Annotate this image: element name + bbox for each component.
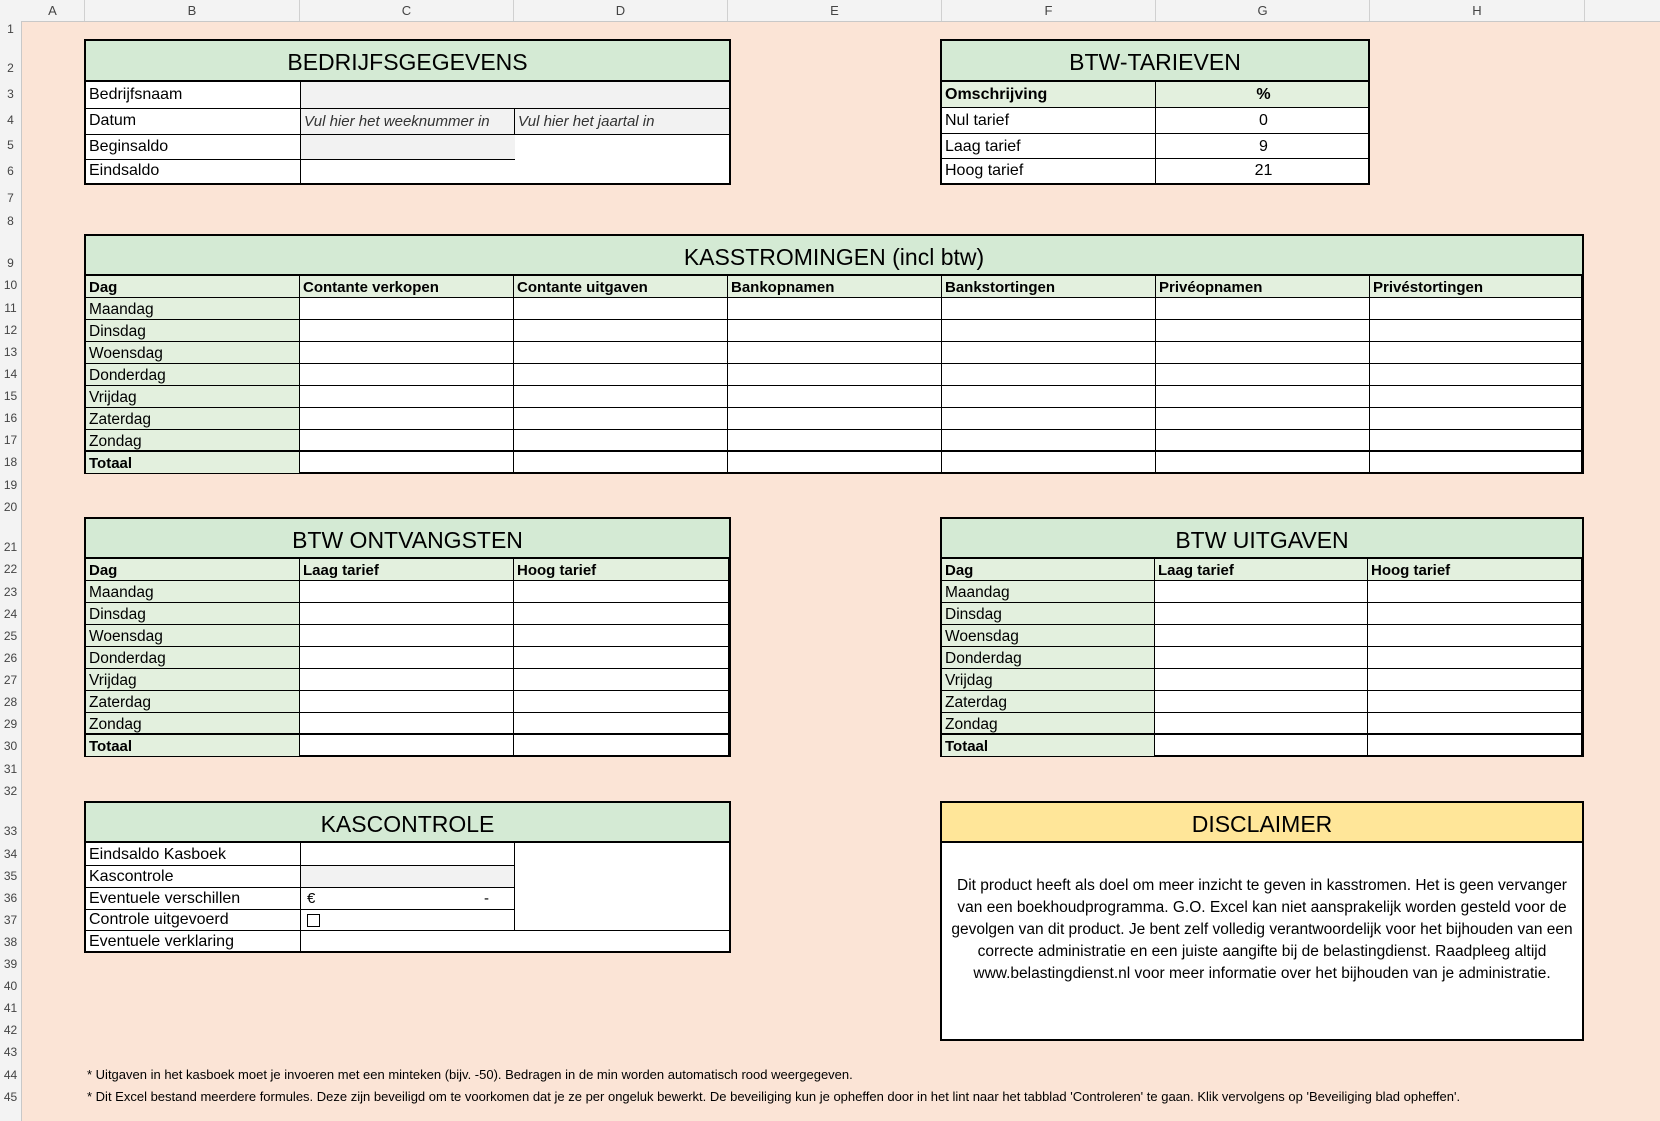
uitg-data-cell[interactable] xyxy=(1368,603,1582,625)
ontv-data-cell[interactable] xyxy=(514,713,729,735)
btw-ontvangsten-table xyxy=(84,517,731,757)
kas-data-cell[interactable] xyxy=(942,408,1156,430)
jaartal-input[interactable]: Vul hier het jaartal in xyxy=(518,113,655,130)
row-header[interactable]: 30 xyxy=(3,739,18,753)
laag-tarief-value[interactable]: 9 xyxy=(1259,138,1268,155)
eindsaldo-value[interactable] xyxy=(301,160,514,183)
row-header[interactable]: 34 xyxy=(3,847,18,861)
row-header[interactable]: 24 xyxy=(3,607,18,621)
uitg-totaal-label: Totaal xyxy=(942,735,1155,757)
kas-totaal-cell[interactable] xyxy=(728,452,942,474)
row-header[interactable]: 20 xyxy=(3,500,18,514)
row-header[interactable]: 41 xyxy=(3,1001,18,1015)
hoog-tarief-label: Hoog tarief xyxy=(945,162,1024,179)
kas-header-4: Bankstortingen xyxy=(942,276,1156,298)
row-header[interactable]: 43 xyxy=(3,1045,18,1059)
kas-header-3: Bankopnamen xyxy=(728,276,942,298)
kas-data-cell[interactable] xyxy=(300,386,514,408)
uitg-data-cell[interactable] xyxy=(1368,647,1582,669)
uitg-data-cell[interactable] xyxy=(1155,647,1368,669)
uitg-data-cell[interactable] xyxy=(1155,713,1368,735)
ontv-totaal-label: Totaal xyxy=(86,735,300,757)
row-header[interactable]: 16 xyxy=(3,411,18,425)
kascontrole-table xyxy=(84,801,731,953)
kas-data-cell[interactable] xyxy=(300,408,514,430)
verschillen-value: - xyxy=(484,890,489,907)
kas-day-label: Donderdag xyxy=(86,364,300,386)
row-header[interactable]: 13 xyxy=(3,345,18,359)
ontv-totaal-cell[interactable] xyxy=(514,735,729,757)
ontv-header-1: Laag tarief xyxy=(300,559,514,581)
eindsaldo-kasboek-label: Eindsaldo Kasboek xyxy=(89,846,226,863)
uitg-header-0: Dag xyxy=(942,559,1155,581)
row-header[interactable]: 39 xyxy=(3,957,18,971)
ontv-data-cell[interactable] xyxy=(300,691,514,713)
kas-data-cell[interactable] xyxy=(514,386,728,408)
kas-data-cell[interactable] xyxy=(1370,298,1582,320)
kas-data-cell[interactable] xyxy=(942,342,1156,364)
uitg-day-label: Dinsdag xyxy=(942,603,1155,625)
row-header[interactable]: 36 xyxy=(3,891,18,905)
uitg-data-cell[interactable] xyxy=(1368,691,1582,713)
row-header[interactable]: 4 xyxy=(7,113,14,127)
column-header-g[interactable]: G xyxy=(1156,0,1370,21)
beginsaldo-input[interactable] xyxy=(301,134,515,159)
row-header[interactable]: 35 xyxy=(3,869,18,883)
row-header[interactable]: 27 xyxy=(3,673,18,687)
kas-data-cell[interactable] xyxy=(1370,386,1582,408)
row-header[interactable]: 6 xyxy=(7,164,14,178)
ontv-data-cell[interactable] xyxy=(514,581,729,603)
uitg-day-label: Zondag xyxy=(942,713,1155,735)
column-header-bar xyxy=(0,0,1660,22)
kas-totaal-cell[interactable] xyxy=(1370,452,1582,474)
kas-data-cell[interactable] xyxy=(728,342,942,364)
ontv-data-cell[interactable] xyxy=(300,647,514,669)
uitg-day-label: Donderdag xyxy=(942,647,1155,669)
row-header[interactable]: 9 xyxy=(7,256,14,270)
uitg-data-cell[interactable] xyxy=(1368,625,1582,647)
kas-day-label: Dinsdag xyxy=(86,320,300,342)
row-header[interactable]: 38 xyxy=(3,935,18,949)
kasstromingen-table xyxy=(84,234,1584,474)
kas-totaal-cell[interactable] xyxy=(942,452,1156,474)
ontv-data-cell[interactable] xyxy=(300,625,514,647)
row-header[interactable]: 2 xyxy=(7,61,14,75)
kas-header-6: Privéstortingen xyxy=(1370,276,1582,298)
uitg-data-cell[interactable] xyxy=(1368,669,1582,691)
column-header-d[interactable]: D xyxy=(514,0,728,21)
column-header-e[interactable]: E xyxy=(728,0,942,21)
footnote-2: * Dit Excel bestand meerdere formules. Deze zijn beveiligd om te voorkomen dat je ze per ongeluk bewerkt. De beveiliging kun je opheffen door in het lint naar het tabblad 'Controleren' te gaan. Klik vervolgens op 'Beveiliging blad opheffen'. xyxy=(87,1089,1461,1104)
verschillen-label: Eventuele verschillen xyxy=(89,890,241,907)
kas-data-cell[interactable] xyxy=(514,408,728,430)
uitg-day-label: Maandag xyxy=(942,581,1155,603)
kas-data-cell[interactable] xyxy=(942,364,1156,386)
uitg-totaal-cell[interactable] xyxy=(1155,735,1368,757)
controle-uitgevoerd-label: Controle uitgevoerd xyxy=(89,911,229,928)
column-header-f[interactable]: F xyxy=(942,0,1156,21)
kas-data-cell[interactable] xyxy=(728,364,942,386)
uitg-data-cell[interactable] xyxy=(1155,669,1368,691)
controle-uitgevoerd-checkbox[interactable] xyxy=(307,914,320,927)
kas-data-cell[interactable] xyxy=(1156,320,1370,342)
uitg-day-label: Woensdag xyxy=(942,625,1155,647)
uitg-data-cell[interactable] xyxy=(1155,625,1368,647)
kas-header-1: Contante verkopen xyxy=(300,276,514,298)
ontv-totaal-cell[interactable] xyxy=(300,735,514,757)
nul-tarief-label: Nul tarief xyxy=(945,112,1010,129)
kas-day-label: Maandag xyxy=(86,298,300,320)
kas-data-cell[interactable] xyxy=(514,364,728,386)
btw-ontvangsten-title: BTW ONTVANGSTEN xyxy=(86,519,729,559)
kas-data-cell[interactable] xyxy=(942,298,1156,320)
uitg-day-label: Zaterdag xyxy=(942,691,1155,713)
kas-header-5: Privéopnamen xyxy=(1156,276,1370,298)
row-header[interactable]: 25 xyxy=(3,629,18,643)
row-header[interactable]: 44 xyxy=(3,1068,18,1082)
uitg-data-cell[interactable] xyxy=(1368,581,1582,603)
row-header[interactable]: 10 xyxy=(3,278,18,292)
row-header[interactable]: 11 xyxy=(4,301,17,315)
row-header[interactable]: 8 xyxy=(7,214,14,228)
uitg-data-cell[interactable] xyxy=(1155,581,1368,603)
row-header[interactable]: 15 xyxy=(3,389,18,403)
ontv-data-cell[interactable] xyxy=(514,625,729,647)
ontv-day-label: Donderdag xyxy=(86,647,300,669)
ontv-data-cell[interactable] xyxy=(514,691,729,713)
row-header[interactable]: 29 xyxy=(3,717,18,731)
kas-totaal-label: Totaal xyxy=(86,452,300,474)
kas-data-cell[interactable] xyxy=(1156,364,1370,386)
uitg-totaal-cell[interactable] xyxy=(1368,735,1582,757)
kas-data-cell[interactable] xyxy=(300,342,514,364)
kas-data-cell[interactable] xyxy=(1156,342,1370,364)
column-header-c[interactable]: C xyxy=(300,0,514,21)
row-header[interactable]: 18 xyxy=(3,455,18,469)
kas-data-cell[interactable] xyxy=(300,298,514,320)
kas-day-label: Woensdag xyxy=(86,342,300,364)
footnote-1: * Uitgaven in het kasboek moet je invoeren met een minteken (bijv. -50). Bedragen in de min worden automatisch rood weergegeven. xyxy=(87,1067,853,1082)
disclaimer-title: DISCLAIMER xyxy=(942,803,1582,843)
kas-data-cell[interactable] xyxy=(1156,408,1370,430)
kas-data-cell[interactable] xyxy=(300,430,514,452)
bedrijfsnaam-label: Bedrijfsnaam xyxy=(89,86,183,103)
laag-tarief-label: Laag tarief xyxy=(945,138,1021,155)
row-header[interactable]: 19 xyxy=(3,478,18,492)
kas-data-cell[interactable] xyxy=(728,430,942,452)
row-header[interactable]: 26 xyxy=(3,651,18,665)
verklaring-input[interactable] xyxy=(301,931,729,951)
ontv-day-label: Dinsdag xyxy=(86,603,300,625)
euro-sign: € xyxy=(307,890,316,907)
row-header[interactable]: 23 xyxy=(3,585,18,599)
ontv-data-cell[interactable] xyxy=(514,647,729,669)
kascontrole-input[interactable] xyxy=(301,866,514,887)
kas-data-cell[interactable] xyxy=(514,342,728,364)
row-header[interactable]: 22 xyxy=(3,562,18,576)
kas-totaal-cell[interactable] xyxy=(514,452,728,474)
btw-tarieven-table xyxy=(940,39,1370,185)
ontv-header-2: Hoog tarief xyxy=(514,559,729,581)
kas-data-cell[interactable] xyxy=(942,430,1156,452)
verklaring-label: Eventuele verklaring xyxy=(89,933,234,950)
uitg-header-2: Hoog tarief xyxy=(1368,559,1582,581)
row-header[interactable]: 33 xyxy=(3,824,18,838)
kas-data-cell[interactable] xyxy=(514,430,728,452)
btw-uitgaven-title: BTW UITGAVEN xyxy=(942,519,1582,559)
percent-header: % xyxy=(1156,82,1368,107)
kascontrole-label: Kascontrole xyxy=(89,868,174,885)
kas-data-cell[interactable] xyxy=(728,386,942,408)
nul-tarief-value[interactable]: 0 xyxy=(1259,112,1268,129)
kas-data-cell[interactable] xyxy=(728,320,942,342)
eindsaldo-label: Eindsaldo xyxy=(89,162,160,179)
kas-data-cell[interactable] xyxy=(728,408,942,430)
kas-data-cell[interactable] xyxy=(728,298,942,320)
bedrijfsgegevens-title: BEDRIJFSGEGEVENS xyxy=(86,41,729,82)
ontv-header-0: Dag xyxy=(86,559,300,581)
disclaimer-box xyxy=(940,801,1584,1041)
bedrijfsgegevens-table xyxy=(84,39,731,185)
row-header[interactable]: 12 xyxy=(3,323,18,337)
ontv-day-label: Zaterdag xyxy=(86,691,300,713)
kas-header-0: Dag xyxy=(86,276,300,298)
beginsaldo-label: Beginsaldo xyxy=(89,138,169,155)
btw-uitgaven-table xyxy=(940,517,1584,757)
kas-totaal-cell[interactable] xyxy=(1156,452,1370,474)
kas-data-cell[interactable] xyxy=(1370,342,1582,364)
kas-data-cell[interactable] xyxy=(1370,364,1582,386)
omschrijving-header: Omschrijving xyxy=(942,82,1155,107)
kas-data-cell[interactable] xyxy=(942,320,1156,342)
kas-data-cell[interactable] xyxy=(1370,408,1582,430)
ontv-day-label: Maandag xyxy=(86,581,300,603)
uitg-data-cell[interactable] xyxy=(1368,713,1582,735)
row-header[interactable]: 28 xyxy=(3,695,18,709)
row-header[interactable]: 5 xyxy=(7,138,14,152)
kas-data-cell[interactable] xyxy=(942,386,1156,408)
row-header[interactable]: 21 xyxy=(3,540,18,554)
disclaimer-text: Dit product heeft als doel om meer inzicht te geven in kasstromen. Het is geen vervanger van een boekhoudprogramma. G.O. Excel kan niet aansprakelijk worden gesteld voor de gevolgen van dit product. Je bent zelf volledig verantwoordelijk voor het bijhouden van een correcte administratie en een juiste aangifte bij de belastingdienst. Raadpleeg altijd www.belastingdienst.nl voor meer informatie over het bijhouden van je administratie. xyxy=(951,877,1573,982)
ontv-day-label: Zondag xyxy=(86,713,300,735)
row-header[interactable]: 45 xyxy=(3,1090,18,1104)
column-header-b[interactable]: B xyxy=(85,0,300,21)
row-header[interactable]: 42 xyxy=(3,1023,18,1037)
ontv-data-cell[interactable] xyxy=(300,603,514,625)
kas-totaal-cell[interactable] xyxy=(300,452,514,474)
row-header[interactable]: 3 xyxy=(7,87,14,101)
ontv-data-cell[interactable] xyxy=(300,581,514,603)
datum-label: Datum xyxy=(89,112,137,129)
ontv-day-label: Vrijdag xyxy=(86,669,300,691)
kas-data-cell[interactable] xyxy=(300,364,514,386)
kasstromingen-title: KASSTROMINGEN (incl btw) xyxy=(86,236,1582,276)
btw-tarieven-title: BTW-TARIEVEN xyxy=(942,41,1368,82)
ontv-data-cell[interactable] xyxy=(300,713,514,735)
hoog-tarief-value[interactable]: 21 xyxy=(1254,162,1273,179)
kascontrole-title: KASCONTROLE xyxy=(86,803,729,843)
kas-data-cell[interactable] xyxy=(1156,430,1370,452)
kas-data-cell[interactable] xyxy=(1156,386,1370,408)
bedrijfsnaam-input[interactable] xyxy=(301,82,729,108)
column-header-a[interactable]: A xyxy=(21,0,85,21)
column-header-h[interactable]: H xyxy=(1370,0,1585,21)
ontv-day-label: Woensdag xyxy=(86,625,300,647)
kas-day-label: Vrijdag xyxy=(86,386,300,408)
row-header-bar xyxy=(0,21,22,1121)
kas-data-cell[interactable] xyxy=(1370,320,1582,342)
kas-data-cell[interactable] xyxy=(1156,298,1370,320)
weeknummer-input[interactable]: Vul hier het weeknummer in xyxy=(304,113,490,130)
row-header[interactable]: 31 xyxy=(3,762,18,776)
uitg-day-label: Vrijdag xyxy=(942,669,1155,691)
kas-day-label: Zaterdag xyxy=(86,408,300,430)
kas-day-label: Zondag xyxy=(86,430,300,452)
kas-data-cell[interactable] xyxy=(514,298,728,320)
kas-data-cell[interactable] xyxy=(1370,430,1582,452)
eindsaldo-kasboek-value[interactable] xyxy=(301,843,514,865)
ontv-data-cell[interactable] xyxy=(514,603,729,625)
row-header[interactable]: 7 xyxy=(7,191,14,205)
kas-data-cell[interactable] xyxy=(300,320,514,342)
uitg-data-cell[interactable] xyxy=(1155,691,1368,713)
kas-data-cell[interactable] xyxy=(514,320,728,342)
uitg-data-cell[interactable] xyxy=(1155,603,1368,625)
kas-header-2: Contante uitgaven xyxy=(514,276,728,298)
row-header[interactable]: 14 xyxy=(3,367,18,381)
row-header[interactable]: 37 xyxy=(3,913,18,927)
row-header[interactable]: 17 xyxy=(3,433,18,447)
row-header[interactable]: 32 xyxy=(3,784,18,798)
ontv-data-cell[interactable] xyxy=(514,669,729,691)
row-header[interactable]: 1 xyxy=(7,22,14,36)
row-header[interactable]: 40 xyxy=(3,979,18,993)
uitg-header-1: Laag tarief xyxy=(1155,559,1368,581)
ontv-data-cell[interactable] xyxy=(300,669,514,691)
